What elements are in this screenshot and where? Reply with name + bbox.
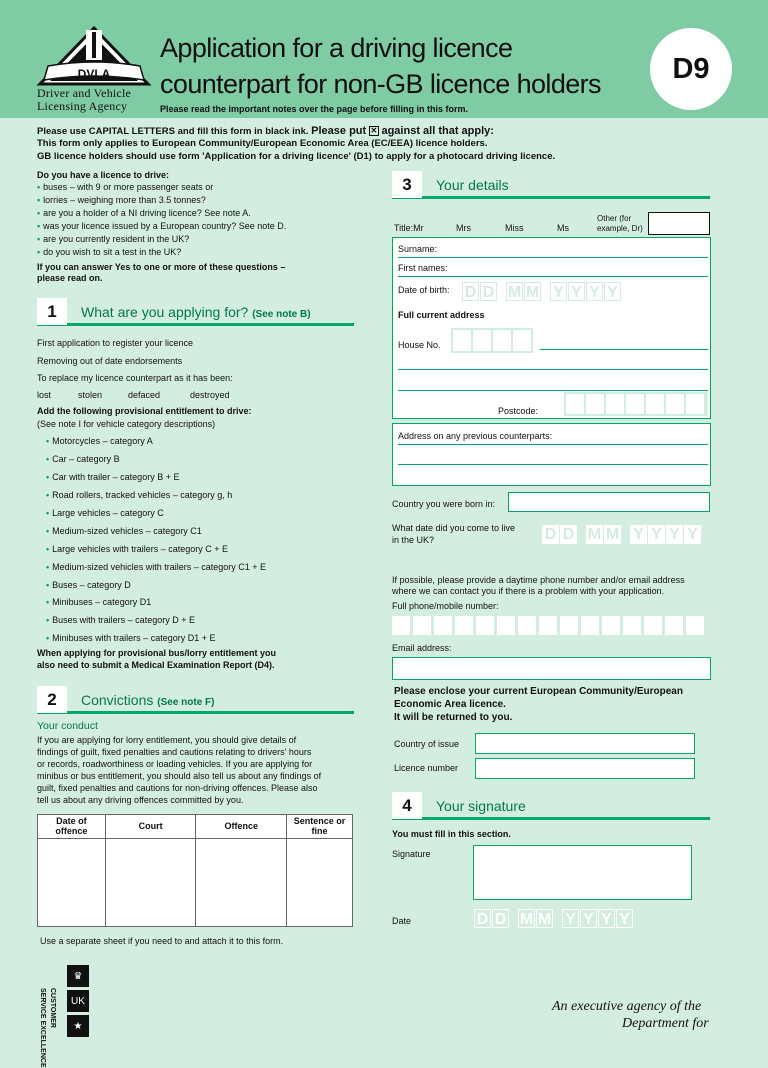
conduct-text: minibus or bus entitlement, you should also tell us about any findings of [37, 771, 322, 781]
section3-header [392, 171, 710, 199]
reason-lost[interactable]: lost [37, 390, 52, 400]
signature-label: Signature [392, 849, 431, 859]
signature-date-input[interactable]: D D M M Y Y Y Y [474, 909, 642, 929]
signature-input[interactable] [473, 845, 692, 900]
medical-note2: also need to submit a Medical Examination Report (D4). [37, 660, 275, 670]
title-other-label2: example, Dr) [597, 224, 643, 233]
reason-stolen[interactable]: stolen [78, 390, 103, 400]
email-input[interactable] [392, 657, 711, 680]
question-item: • buses – with 9 or more passenger seats or [37, 182, 214, 192]
agency-name-line2: Licensing Agency [37, 99, 128, 113]
section4-title: Your signature [436, 798, 526, 814]
dvla-logo [36, 24, 152, 88]
category-option[interactable]: • Minibuses – category D1 [46, 597, 152, 607]
intro-line3: GB licence holders should use form 'Application for a driving licence' (D1) to apply for a photocard driving licence. [37, 151, 556, 162]
section2-title: Convictions (See note F) [81, 692, 215, 708]
category-option[interactable]: • Buses with trailers – category D + E [46, 615, 195, 625]
page-subtitle: Please read the important notes over the page before filling in this form. [160, 104, 469, 114]
option-first-application[interactable]: First application to register your licence [37, 338, 194, 348]
option-remove-endorsements[interactable]: Removing out of date endorsements [37, 356, 183, 366]
category-option[interactable]: • Motorcycles – category A [46, 436, 153, 446]
title-other-input[interactable] [648, 212, 710, 235]
section1-title: What are you applying for? (See note B) [81, 304, 311, 320]
country-born-input[interactable] [508, 492, 710, 512]
questions-heading: Do you have a licence to drive: [37, 170, 170, 180]
category-option[interactable]: • Road rollers, tracked vehicles – category g, h [46, 490, 233, 500]
conduct-text: findings of guilt, fixed penalties and cautions relating to drivers' hours [37, 747, 312, 757]
enclose-note1: Please enclose your current European Community/European [394, 686, 683, 697]
phone-label: Full phone/mobile number: [392, 601, 499, 611]
conduct-text: tell us about any driving offences committed by you. [37, 795, 244, 805]
contact-text2: where we can contact you if there is a problem with your application. [392, 586, 665, 596]
first-names-label: First names: [398, 263, 448, 273]
title-label: Title:Mr [394, 223, 424, 233]
col-sentence: Sentence or fine [287, 815, 353, 839]
email-label: Email address: [392, 643, 452, 653]
section2-header [37, 686, 354, 714]
questions-footer1: If you can answer Yes to one or more of these questions – [37, 262, 286, 272]
medical-note1: When applying for provisional bus/lorry entitlement you [37, 648, 277, 658]
address-line2-input[interactable] [398, 369, 708, 370]
executive-agency-line2: Department for [622, 1016, 709, 1031]
question-item: • are you currently resident in the UK? [37, 234, 190, 244]
separate-sheet-note: Use a separate sheet if you need to and attach it to this form. [40, 936, 284, 946]
section4-number: 4 [392, 792, 422, 819]
previous-address-label: Address on any previous counterparts: [398, 431, 553, 441]
address-line3-input[interactable] [398, 390, 708, 391]
date-label: Date [392, 916, 412, 926]
questions-footer2: please read on. [37, 273, 103, 283]
house-no-label: House No. [398, 340, 441, 350]
title-option-miss[interactable]: Miss [505, 223, 524, 233]
crown-icon: ♛ [67, 965, 89, 987]
intro-line2: This form only applies to European Community/European Economic Area (EC/EEA) licence holders. [37, 138, 488, 149]
previous-address-line1[interactable] [398, 444, 708, 445]
section1-header [37, 298, 354, 326]
executive-agency-line1: An executive agency of the [552, 999, 702, 1014]
cell-sentence[interactable] [287, 839, 353, 927]
country-issue-input[interactable] [475, 733, 695, 754]
category-option[interactable]: • Car – category B [46, 454, 120, 464]
conduct-text: If you are applying for lorry entitlement, you should give details of [37, 735, 297, 745]
section3-number: 3 [392, 171, 422, 198]
question-item: • was your licence issued by a European country? See note D. [37, 221, 287, 231]
page-title-line2: counterpart for non-GB licence holders [160, 69, 601, 99]
address-heading: Full current address [398, 310, 485, 320]
licence-number-label: Licence number [394, 763, 459, 773]
licence-number-input[interactable] [475, 758, 695, 779]
convictions-table [37, 814, 353, 927]
col-date-of-offence: Date of offence [38, 815, 106, 839]
customer-service-mark: CUSTOMER [49, 988, 56, 1028]
date-came-label1: What date did you come to live [392, 523, 516, 533]
date-came-input[interactable]: D D M M Y Y Y Y [542, 525, 710, 545]
intro-line1: Please use CAPITAL LETTERS and fill this form in black ink. Please put ✕ against all that apply: [37, 125, 494, 137]
col-offence: Offence [196, 815, 287, 839]
section1-number: 1 [37, 298, 67, 325]
section3-title: Your details [436, 177, 509, 193]
phone-input[interactable] [392, 616, 712, 638]
cell-court[interactable] [105, 839, 196, 927]
question-item: • lorries – weighing more than 3.5 tonnes? [37, 195, 206, 205]
category-option[interactable]: • Medium-sized vehicles with trailers – category C1 + E [46, 562, 266, 572]
uk-icon: UK [67, 990, 89, 1012]
category-option[interactable]: • Minibuses with trailers – category D1 + E [46, 633, 216, 643]
add-entitlement-sub: (See note I for vehicle category descriptions) [37, 419, 216, 429]
title-option-ms[interactable]: Ms [557, 223, 569, 233]
cell-date-of-offence[interactable] [38, 839, 106, 927]
category-option[interactable]: • Large vehicles with trailers – category C + E [46, 544, 228, 554]
must-fill-note: You must fill in this section. [392, 829, 511, 839]
category-option[interactable]: • Buses – category D [46, 580, 131, 590]
postcode-label: Postcode: [498, 406, 539, 416]
country-born-label: Country you were born in: [392, 499, 496, 509]
checkbox-icon: ✕ [370, 126, 378, 136]
dob-input[interactable]: D D M M Y Y Y Y [462, 282, 630, 302]
contact-text1: If possible, please provide a daytime phone number and/or email address [392, 575, 685, 585]
title-option-mrs[interactable]: Mrs [456, 223, 471, 233]
date-came-label2: in the UK? [392, 535, 435, 545]
section2-number: 2 [37, 686, 67, 713]
option-replace-counterpart[interactable]: To replace my licence counterpart as it has been: [37, 373, 233, 383]
reason-destroyed[interactable]: destroyed [190, 390, 230, 400]
cell-offence[interactable] [196, 839, 287, 927]
question-item: • are you a holder of a NI driving licence? See note A. [37, 208, 251, 218]
country-issue-label: Country of issue [394, 739, 460, 749]
reason-defaced[interactable]: defaced [128, 390, 161, 400]
house-no-input[interactable] [451, 328, 533, 353]
form-code-badge: D9 [650, 28, 732, 110]
previous-address-line2[interactable] [398, 464, 708, 465]
enclose-note2: Economic Area licence. [394, 699, 506, 710]
your-conduct-heading: Your conduct [37, 720, 98, 732]
street-input[interactable] [540, 349, 708, 350]
dob-label: Date of birth: [398, 285, 450, 295]
category-option[interactable]: • Large vehicles – category C [46, 508, 164, 518]
agency-name-line1: Driver and Vehicle [37, 86, 132, 100]
add-entitlement-heading: Add the following provisional entitlement to drive: [37, 406, 252, 416]
title-other-label1: Other (for [597, 214, 632, 223]
first-names-input[interactable] [398, 276, 708, 277]
svg-text:DVLA: DVLA [77, 67, 111, 81]
section4-header [392, 792, 710, 820]
question-item: • do you wish to sit a test in the UK? [37, 247, 182, 257]
postcode-input[interactable] [564, 392, 708, 416]
enclose-note3: It will be returned to you. [394, 712, 513, 723]
customer-service-mark-2: SERVICE EXCELLENCE [39, 988, 46, 1068]
surname-label: Surname: [398, 244, 438, 254]
col-court: Court [105, 815, 196, 839]
category-option[interactable]: • Car with trailer – category B + E [46, 472, 180, 482]
page-title-line1: Application for a driving licence [160, 33, 513, 63]
surname-input[interactable] [398, 257, 708, 258]
category-option[interactable]: • Medium-sized vehicles – category C1 [46, 526, 202, 536]
conduct-text: or records, roadworthiness or loading vehicles. If you are applying for [37, 759, 313, 769]
star-icon: ★ [67, 1015, 89, 1037]
conduct-text: guilt, fixed penalties and cautions for non-driving offences. Please also [37, 783, 318, 793]
